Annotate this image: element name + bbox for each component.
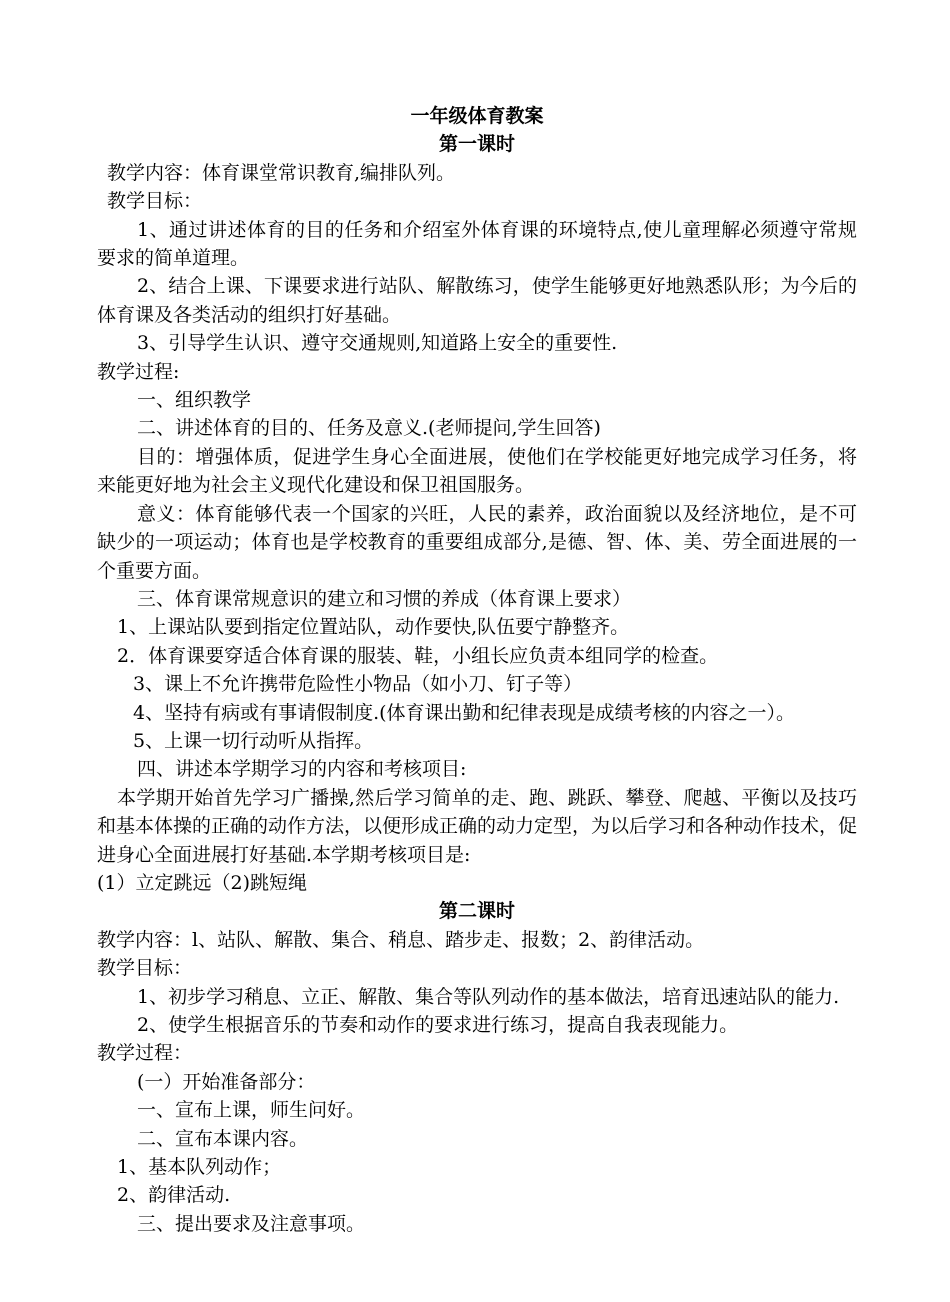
lesson-1-goal: 3、引导学生认识、遵守交通规则,知道路上安全的重要性. <box>137 332 618 355</box>
lesson-1-rule: 4、坚持有病或有事请假制度.(体育课出勤和纪律表现是成绩考核的内容之一）。 <box>133 701 796 724</box>
lesson-1-exam-items: (1）立定跳远（2)跳短绳 <box>97 871 308 894</box>
lesson-1-rule: 2．体育课要穿适合体育课的服装、鞋，小组长应负责本组同学的检查。 <box>117 644 719 667</box>
lesson-1-rule: 5、上课一切行动听从指挥。 <box>133 729 374 752</box>
lesson-1-goal: 2、结合上课、下课要求进行站队、解散练习，使学生能够更好地熟悉队形；为今后的体育课及各类活动的组织打好基础。 <box>97 275 857 326</box>
document-page <box>97 102 857 1238</box>
lesson-2-step: 二、宣布本课内容。 <box>137 1127 309 1150</box>
lesson-2-step: 三、提出要求及注意事项。 <box>137 1212 366 1235</box>
lesson-1-rule: 3、课上不允许携带危险性小物品（如小刀、钉子等） <box>133 673 583 696</box>
lesson-2-step: 一、宣布上课，师生问好。 <box>137 1099 366 1122</box>
lesson-1-step: 目的：增强体质，促进学生身心全面进展，使他们在学校能更好地完成学习任务，将来能更好地为社会主义现代化建设和保卫祖国服务。 <box>97 445 857 497</box>
lesson-1-step: 三、体育课常规意识的建立和习惯的养成（体育课上要求） <box>137 587 632 610</box>
lesson-2-process-label: 教学过程： <box>97 1042 193 1065</box>
lesson-2-step: 2、韵律活动. <box>117 1184 231 1207</box>
lesson-1-goals-label: 教学目标： <box>107 190 203 213</box>
document-title: 一年级体育教案 <box>410 105 544 127</box>
lesson-1-content: 教学内容：体育课堂常识教育,编排队列。 <box>107 161 456 184</box>
lesson-1-step: 意义：体育能够代表一个国家的兴旺，人民的素养，政治面貌以及经济地位，是不可缺少的一项运动；体育也是学校教育的重要组成部分,是德、智、体、美、劳全面进展的一个重要方面。 <box>97 502 857 582</box>
lesson-1-rule: 1、上课站队要到指定位置站队，动作要快,队伍要宁静整齐。 <box>117 616 630 639</box>
lesson-2-goals-label: 教学目标： <box>97 957 193 980</box>
lesson-2-heading: 第二课时 <box>438 900 515 923</box>
lesson-1-process-label: 教学过程: <box>97 360 180 383</box>
lesson-2-goal: 2、使学生根据音乐的节奏和动作的要求进行练习，提高自我表现能力。 <box>137 1014 739 1036</box>
lesson-1-step: 一、组织教学 <box>137 389 252 412</box>
lesson-2-goal: 1、初步学习稍息、立正、解散、集合等队列动作的基本做法，培育迅速站队的能力. <box>137 985 840 1008</box>
lesson-1-semester-plan: 本学期开始首先学习广播操,然后学习简单的走、跑、跳跃、攀登、爬越、平衡以及技巧和基本体操的正确的动作方法，以便形成正确的动力定型，为以后学习和各种动作技术，促进身心全面进展打好基础.本学期考核项目是: <box>97 786 858 866</box>
lesson-1-goal: 1、通过讲述体育的目的任务和介绍室外体育课的环境特点,使儿童理解必须遵守常规要求的简单道理。 <box>97 218 857 270</box>
lesson-1-step: 二、讲述体育的目的、任务及意义.(老师提问,学生回答) <box>137 417 601 440</box>
lesson-2-step: 1、基本队列动作； <box>117 1156 282 1179</box>
lesson-2-step: (一）开始准备部分： <box>137 1070 316 1093</box>
lesson-2-content: 教学内容：l、站队、解散、集合、稍息、踏步走、报数；2、韵律活动。 <box>97 928 705 951</box>
lesson-1-heading: 第一课时 <box>438 133 515 156</box>
lesson-1-step-4: 四、讲述本学期学习的内容和考核项目: <box>137 758 467 781</box>
